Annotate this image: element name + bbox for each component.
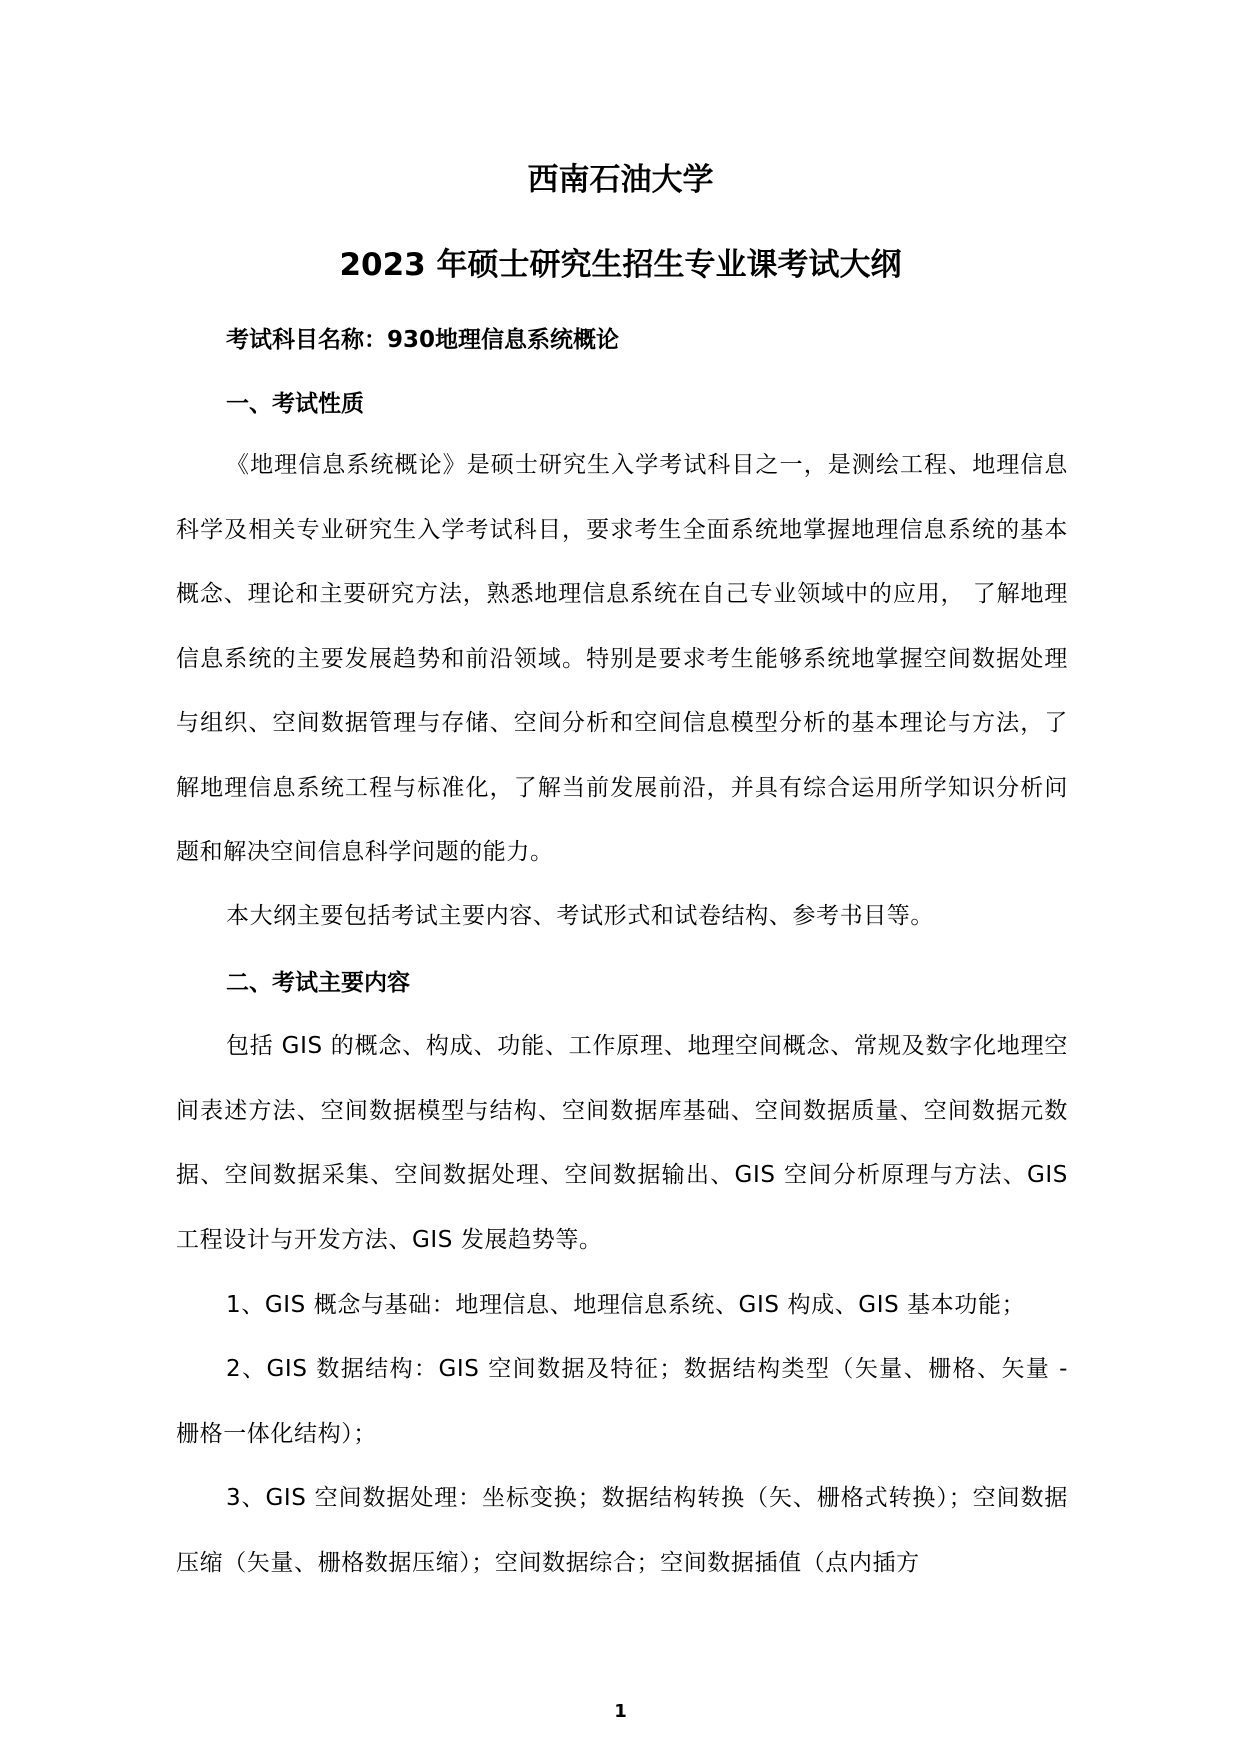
content-item-2: 2、GIS 数据结构：GIS 空间数据及特征；数据结构类型（矢量、栅格、矢量 - 栅格一体化结构）； [176,1356,1068,1447]
university-name: 西南石油大学 [527,162,714,198]
section2-paragraph: 包括 GIS 的概念、构成、功能、工作原理、地理空间概念、常规及数字化地理空间表述方法、空间数据模型与结构、空间数据库基础、空间数据质量、空间数据元数据、空间数据采集、空间数据处理、空间数据输出、GIS 空间分析原理与方法、GIS 工程设计与开发方法、GIS 发展趋势等。 [176,1033,1068,1253]
content-item-1: 1、GIS 概念与基础：地理信息、地理信息系统、GIS 构成、GIS 基本功能； [226,1292,1026,1318]
section1-heading: 一、考试性质 [226,391,364,417]
section2-heading: 二、考试主要内容 [226,970,410,996]
exam-subject-line: 考试科目名称：930地理信息系统概论 [226,327,620,353]
page-number: 1 [614,1701,627,1722]
section1-paragraph: 《地理信息系统概论》是硕士研究生入学考试科目之一，是测绘工程、地理信息科学及相关专业研究生入学考试科目，要求考生全面系统地掌握地理信息系统的基本概念、理论和主要研究方法，熟悉地理信息系统在自己专业领域中的应用， 了解地理信息系统的主要发展趋势和前沿领域。特别是要求考生能够系统地掌握空间数据处理与组织、空间数据管理与存储、空间分析和空间信息模型分析的基本理论与方法，了解地理信息系统工程与标准化，了解当前发展前沿，并具有综合运用所学知识分析问题和解决空间信息科学问题的能力。 [176,452,1068,865]
section1-summary: 本大纲主要包括考试主要内容、考试形式和试卷结构、参考书目等。 [226,903,934,929]
content-item-3: 3、GIS 空间数据处理：坐标变换；数据结构转换（矢、栅格式转换）；空间数据压缩（矢量、栅格数据压缩）；空间数据综合；空间数据插值（点内插方 [176,1485,1068,1576]
document-title: 2023 年硕士研究生招生专业课考试大纲 [339,247,902,283]
